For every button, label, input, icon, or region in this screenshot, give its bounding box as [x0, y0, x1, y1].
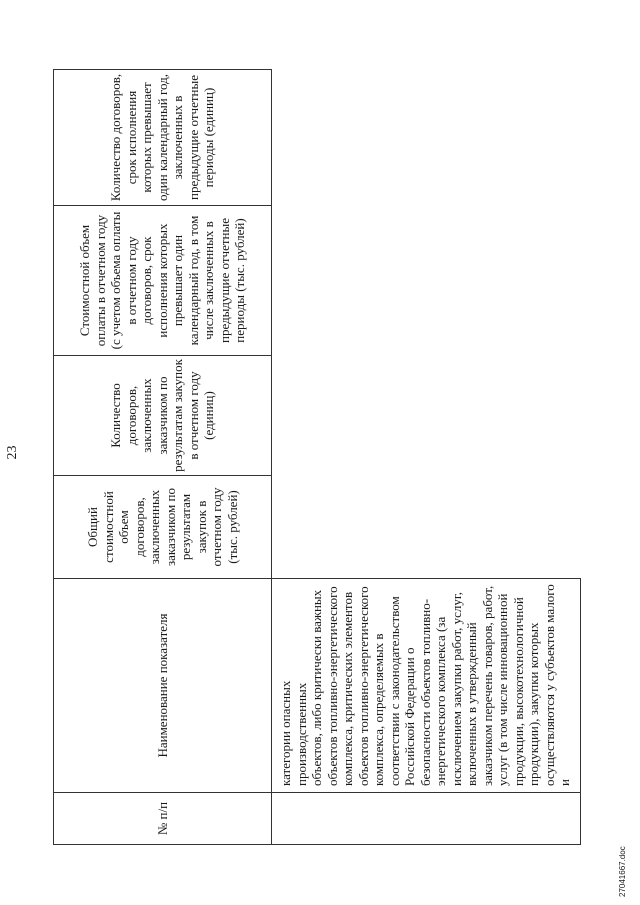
text-line: осуществляются у субъектов малого и — [541, 584, 572, 786]
text-line: комплекса, определяемых в — [371, 633, 386, 786]
text-line: энергетического комплекса (за — [433, 616, 448, 786]
text-line: продукции), закупки которых — [526, 622, 541, 786]
text-line: включенных в утвержденный — [464, 622, 479, 786]
row-number — [272, 793, 581, 845]
header-long-contract-count: Количество договоров, срок исполнения которых превышает один календарный год, заключенных в предыдущие отчетные периоды (единиц) — [54, 70, 272, 206]
header-total-volume: Общий стоимостной объем договоров, заключенных заказчиком по результатам закупок в отчетном году (тыс. рублей) — [54, 476, 272, 579]
text-line: объектов, либо критически важных — [309, 589, 324, 786]
text-line: категории опасных производственных — [278, 680, 309, 786]
table-row — [272, 70, 581, 845]
text-line: объектов топливно-энергетического — [324, 586, 340, 786]
text-line: Российской Федерации о — [402, 647, 417, 786]
text-line: комплекса, критических элементов — [340, 591, 355, 786]
header-indicator-name: Наименование показателя — [54, 579, 272, 793]
header-number: № п/п — [54, 793, 272, 845]
row-empty-cell — [272, 476, 581, 579]
row-empty-cell — [272, 356, 581, 476]
text-line: заказчиком перечень товаров, работ, — [479, 585, 495, 786]
text-line: безопасности объектов топливно- — [417, 598, 433, 786]
row-indicator-text — [272, 579, 581, 793]
table-header-row — [54, 70, 272, 845]
header-contract-count: Количество договоров, заключенных заказчиком по результатам закупок в отчетном году (единиц) — [54, 356, 272, 476]
text-line: продукции, высокотехнологичной — [510, 597, 526, 786]
text-line: объектов топливно-энергетического — [355, 586, 371, 786]
text-line: услуг (в том числе инновационной — [495, 593, 510, 786]
document-code: 27041667.doc — [618, 846, 627, 897]
procurement-table — [53, 69, 581, 845]
text-line: исключением закупки работ, услуг, — [448, 591, 464, 786]
page-number: 23 — [5, 445, 20, 460]
row-empty-cell — [272, 206, 581, 356]
header-payment-volume: Стоимостной объем оплаты в отчетном году (с учетом объема оплаты в отчетном году договоров, срок исполнения которых превышает один календарный год, в том числе заключенных в предыдущие отчетные периоды (тыс. рублей) — [54, 206, 272, 356]
text-line: соответствии с законодательством — [386, 596, 402, 786]
row-empty-cell — [272, 70, 581, 206]
